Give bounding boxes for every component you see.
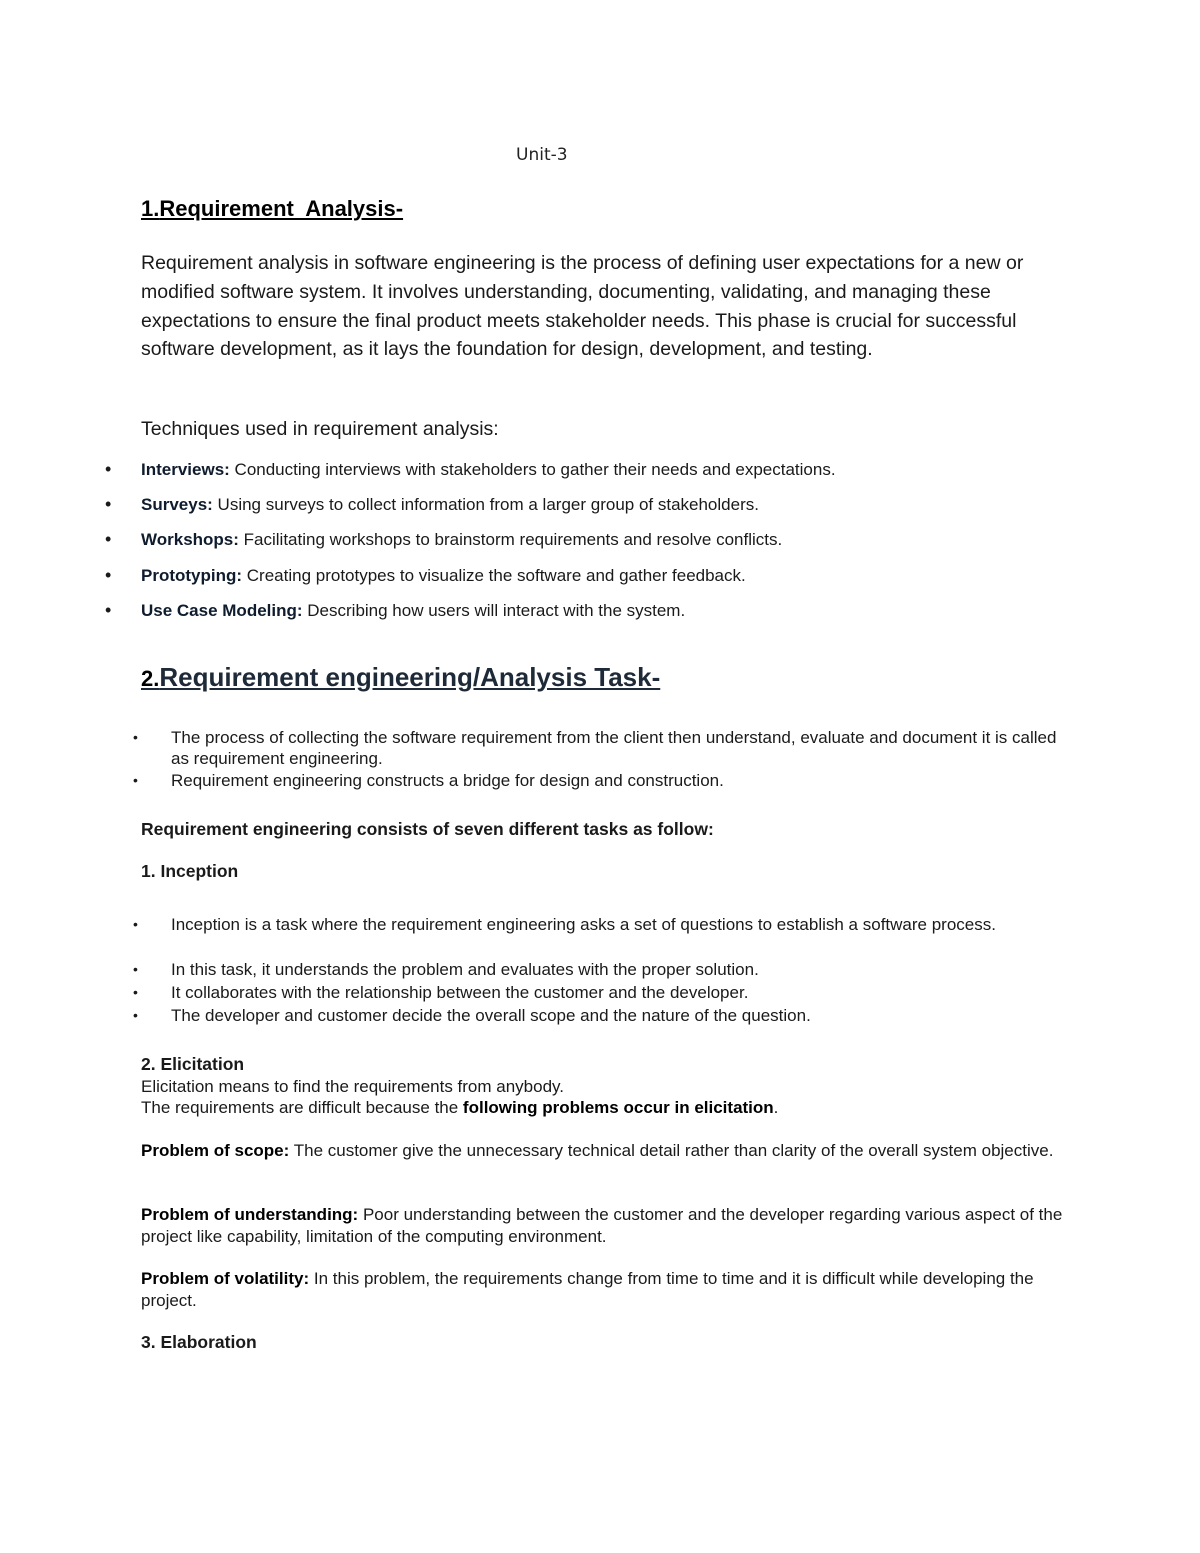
problem-term: Problem of volatility: [141, 1269, 310, 1288]
technique-item-interviews [105, 459, 836, 480]
bullet-icon: • [133, 984, 138, 1000]
section2-point-text: The process of collecting the software requirement from the client then understand, evaluate and document it is called as requirement engineering. [171, 728, 1057, 768]
technique-desc: Conducting interviews with stakeholders to gather their needs and expectations. [229, 460, 836, 479]
technique-term: Prototyping: [141, 566, 243, 585]
elicitation-line2-suffix: . [773, 1098, 779, 1117]
bullet-icon: • [133, 1007, 138, 1023]
section1-number: 1. [141, 196, 160, 221]
inception-point [133, 914, 1063, 935]
problem-desc: In this problem, the requirements change from time to time and it is difficult while developing the project. [141, 1269, 1034, 1310]
elicitation-heading: 2. Elicitation [141, 1054, 245, 1074]
problem-desc: The customer give the unnecessary technical detail rather than clarity of the overall system objective. [289, 1141, 1054, 1160]
section2-point-text: Requirement engineering constructs a bridge for design and construction. [171, 771, 724, 790]
bullet-icon: • [105, 459, 112, 479]
technique-desc: Describing how users will interact with the system. [302, 601, 686, 620]
elicitation-line1: Elicitation means to find the requirements from anybody. [141, 1077, 565, 1096]
section2-title: Requirement engineering/Analysis Task- [159, 662, 661, 692]
section1-title: Requirement Analysis- [159, 196, 404, 221]
bullet-icon: • [105, 600, 112, 620]
bullet-icon: • [133, 961, 138, 977]
elaboration-heading: 3. Elaboration [141, 1332, 257, 1352]
technique-term: Use Case Modeling: [141, 601, 303, 620]
bullet-icon: • [105, 529, 112, 549]
problem-term: Problem of understanding: [141, 1205, 359, 1224]
problem-of-volatility [141, 1268, 1071, 1311]
technique-item-use-case-modeling [105, 600, 685, 621]
bullet-icon: • [133, 916, 138, 932]
technique-desc: Creating prototypes to visualize the software and gather feedback. [242, 566, 746, 585]
inception-point-text: Inception is a task where the requirement engineering asks a set of questions to establish a software process. [171, 915, 996, 934]
inception-point [133, 1005, 1063, 1026]
inception-point [133, 959, 1063, 980]
techniques-label: Techniques used in requirement analysis: [141, 418, 499, 440]
elicitation-line2-bold: following problems occur in elicitation [462, 1098, 774, 1117]
unit-title: Unit-3 [516, 145, 568, 165]
technique-term: Interviews: [141, 460, 230, 479]
technique-desc: Using surveys to collect information from a larger group of stakeholders. [212, 495, 759, 514]
technique-desc: Facilitating workshops to brainstorm requirements and resolve conflicts. [238, 530, 783, 549]
elicitation-line2-prefix: The requirements are difficult because the [141, 1098, 463, 1117]
problem-of-scope [141, 1140, 1071, 1162]
technique-item-workshops [105, 529, 782, 550]
inception-point-text: The developer and customer decide the overall scope and the nature of the question. [171, 1006, 811, 1025]
bullet-icon: • [133, 729, 138, 745]
elicitation-line2 [141, 1097, 1071, 1119]
tasks-intro: Requirement engineering consists of seven different tasks as follow: [141, 819, 714, 839]
problem-desc: Poor understanding between the customer and the developer regarding various aspect of the project like capability, limitation of the computing environment. [141, 1205, 1063, 1246]
section1-intro: Requirement analysis in software engineering is the process of defining user expectations for a new or modified software system. It involves understanding, documenting, validating, and managing these expectations to ensure the final product meets stakeholder needs. This phase is crucial for successful software development, as it lays the foundation for design, development, and testing. [141, 252, 1024, 361]
bullet-icon: • [105, 494, 112, 514]
inception-heading: 1. Inception [141, 861, 239, 881]
technique-item-surveys [105, 494, 759, 515]
section2-point [133, 770, 1063, 791]
technique-term: Surveys: [141, 495, 213, 514]
technique-item-prototyping [105, 565, 746, 586]
section1-heading [141, 196, 403, 222]
inception-point-text: It collaborates with the relationship between the customer and the developer. [171, 983, 749, 1002]
inception-point [133, 982, 1063, 1003]
bullet-icon: • [105, 565, 112, 585]
technique-term: Workshops: [141, 530, 239, 549]
inception-point-text: In this task, it understands the problem and evaluates with the proper solution. [171, 960, 759, 979]
problem-term: Problem of scope: [141, 1141, 290, 1160]
problem-of-understanding [141, 1204, 1071, 1247]
section2-heading [141, 662, 660, 693]
section2-number: 2. [141, 666, 160, 691]
section2-point [133, 727, 1063, 769]
bullet-icon: • [133, 772, 138, 788]
